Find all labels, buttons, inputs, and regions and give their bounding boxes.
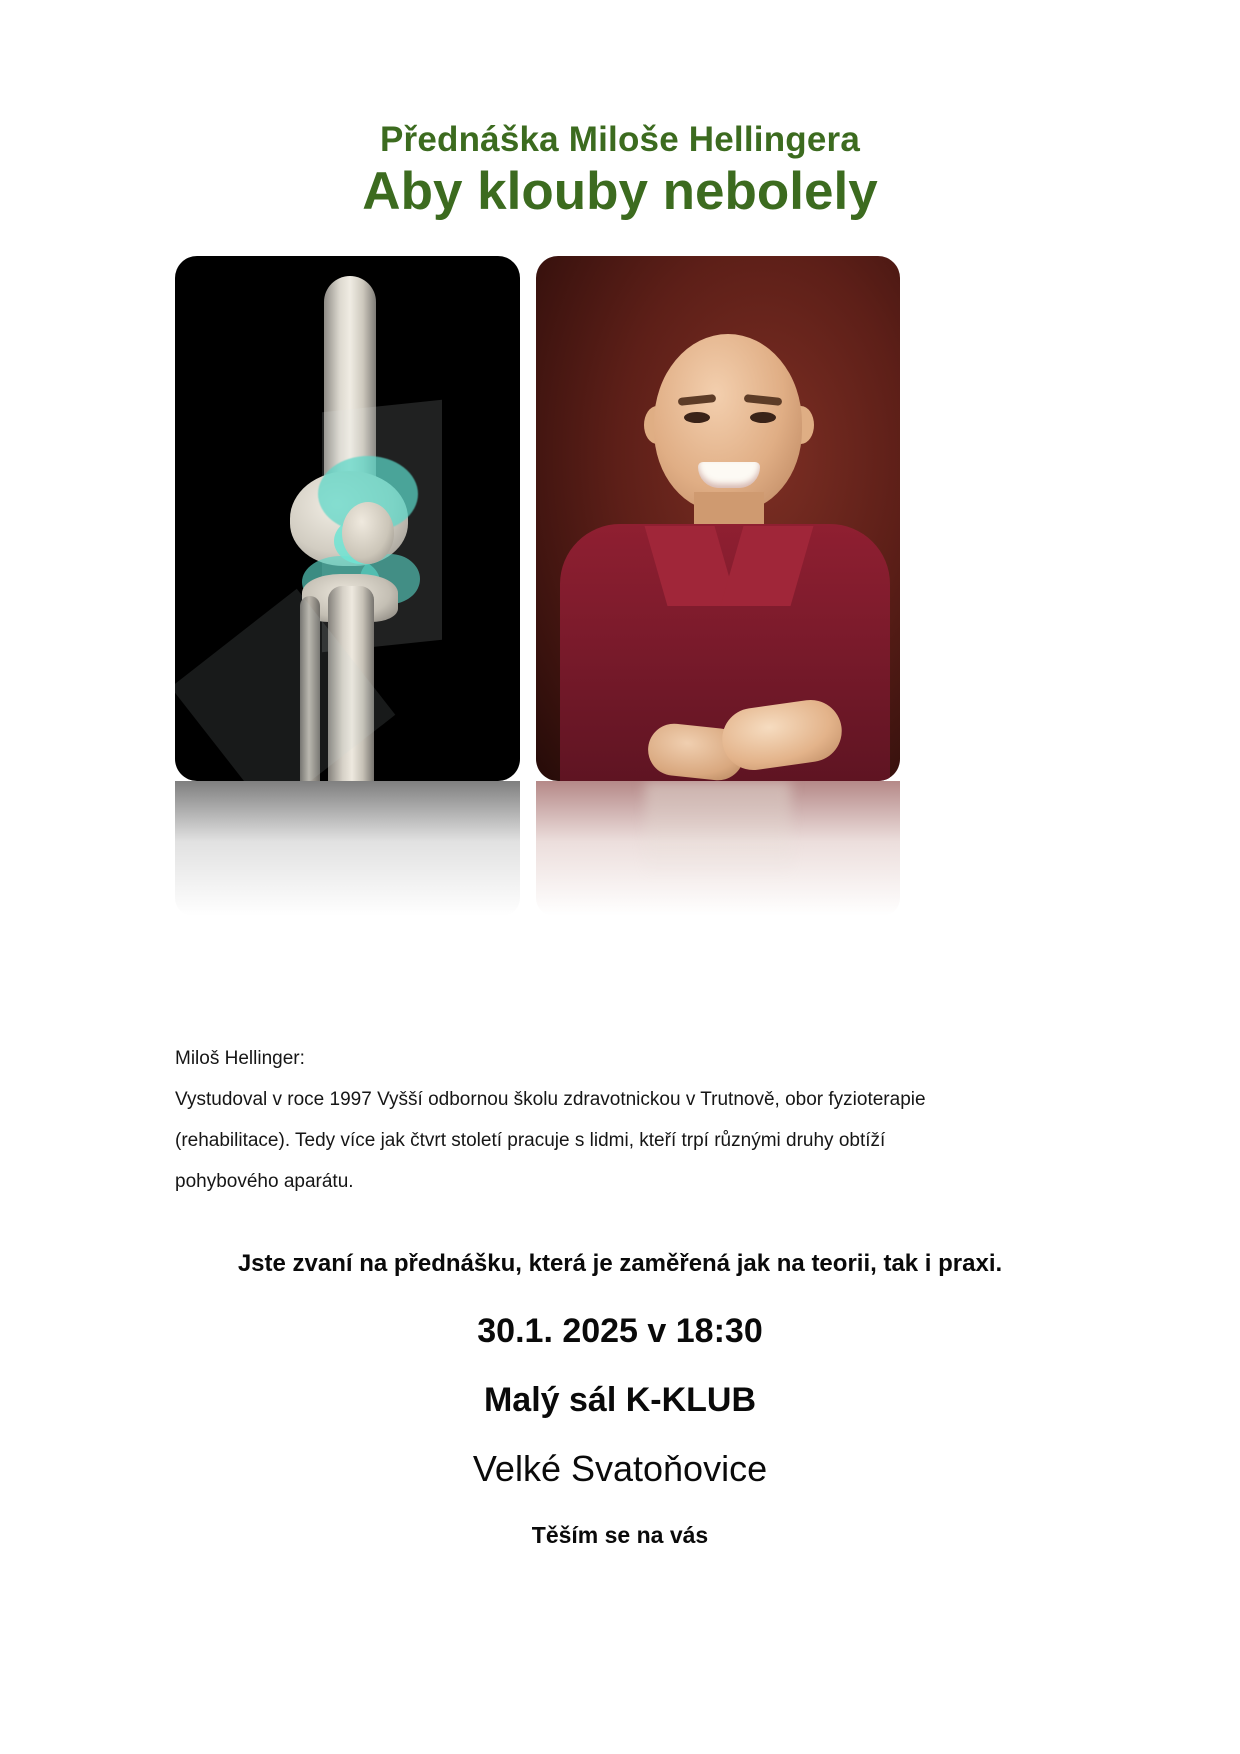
knee-illustration — [175, 256, 520, 781]
event-datetime: 30.1. 2025 v 18:30 — [477, 1312, 763, 1350]
portrait-smile — [698, 462, 760, 488]
event-venue: Malý sál K-KLUB — [483, 1381, 757, 1419]
bio-name: Miloš Hellinger: — [175, 1048, 305, 1069]
patella-shape — [342, 502, 394, 564]
poster-heading — [0, 120, 1240, 222]
invitation-line: Jste zvaní na přednášku, která je zaměřená jak na teorii, tak i praxi. — [237, 1250, 1003, 1277]
event-town: Velké Svatoňovice — [472, 1448, 768, 1489]
image-reflections — [175, 781, 900, 916]
reflection-streak — [645, 781, 791, 876]
invitation-block — [0, 1250, 1240, 1549]
knee-anatomy-image — [175, 256, 520, 781]
portrait-eye-left — [684, 412, 710, 423]
bio-block — [175, 1038, 935, 1202]
knee-image-reflection — [175, 781, 520, 916]
image-row — [175, 256, 900, 781]
lecturer-portrait-image — [536, 256, 900, 781]
portrait-eye-right — [750, 412, 776, 423]
portrait-image-reflection — [536, 781, 900, 916]
lecture-subtitle: Přednáška Miloše Hellingera — [379, 120, 861, 159]
lecture-title: Aby klouby nebolely — [362, 162, 878, 222]
closing-line: Těším se na vás — [531, 1522, 709, 1548]
bio-text: Vystudoval v roce 1997 Vyšší odbornou školu zdravotnickou v Trutnově, obor fyzioterapie (rehabilitace). Tedy více jak čtvrt století pracuje s lidmi, kteří trpí různými druhy obtíží pohybového aparátu. — [175, 1089, 926, 1192]
